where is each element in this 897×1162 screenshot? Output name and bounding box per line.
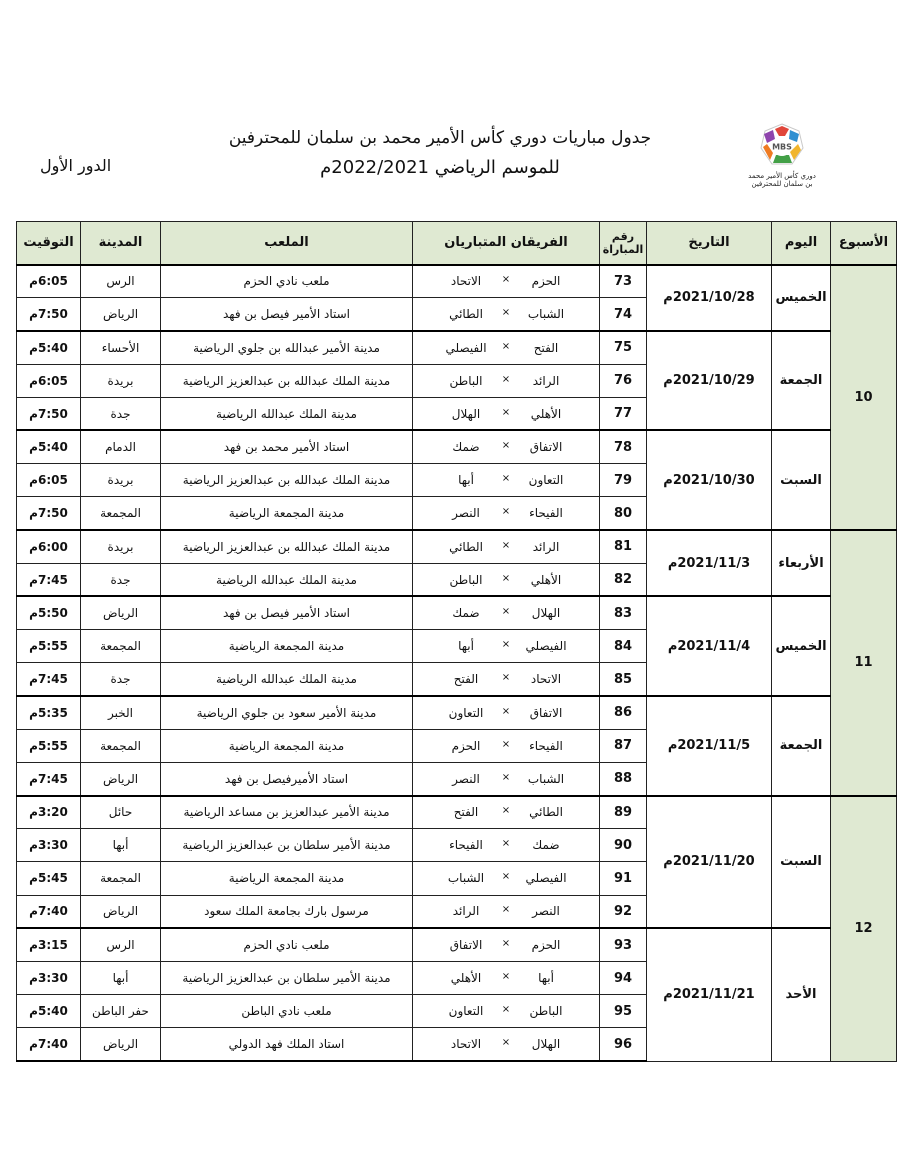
vs-separator: × <box>501 639 511 651</box>
match-date: 2021/11/3م <box>647 530 772 596</box>
match-date: 2021/10/29م <box>647 331 772 431</box>
teams-pair <box>413 772 599 786</box>
match-stadium: استاد الأمير فيصل بن فهد <box>161 298 413 331</box>
match-number: 96 <box>600 1028 647 1061</box>
away-team: الباطن <box>449 373 483 388</box>
match-number: 77 <box>600 397 647 430</box>
match-stadium: مدينة الأمير عبدالله بن جلوي الرياضية <box>161 331 413 364</box>
away-team: أبها <box>458 639 474 654</box>
home-team: الفيحاء <box>529 738 563 753</box>
home-team: الاتحاد <box>530 672 562 687</box>
match-time <box>17 430 81 463</box>
match-teams <box>413 961 600 994</box>
match-day: الجمعة <box>772 331 831 431</box>
teams-pair <box>413 871 599 885</box>
match-day: السبت <box>772 796 831 929</box>
match-stadium: استاد الأمير محمد بن فهد <box>161 430 413 463</box>
col-teams-header: الفريقان المتباريان <box>413 222 600 265</box>
match-stadium: مدينة المجمعة الرياضية <box>161 729 413 762</box>
match-teams <box>413 331 600 364</box>
match-teams <box>413 397 600 430</box>
vs-separator: × <box>501 771 511 783</box>
match-city: جدة <box>81 563 161 596</box>
vs-separator: × <box>501 805 511 817</box>
teams-pair <box>413 274 599 288</box>
match-time-value: 7:50م <box>29 506 68 521</box>
match-city: الرس <box>81 928 161 961</box>
away-team: الشباب <box>447 871 485 886</box>
away-team: الاتحاد <box>450 1037 482 1052</box>
teams-pair <box>413 506 599 520</box>
match-time-value: 5:50م <box>29 606 68 621</box>
table-row <box>17 928 897 961</box>
away-team: التعاون <box>448 705 484 720</box>
teams-pair <box>413 639 599 653</box>
match-time-value: 7:50م <box>29 406 68 421</box>
match-date: 2021/11/21م <box>647 928 772 1061</box>
match-time-value: 5:55م <box>29 639 68 654</box>
table-row <box>17 530 897 563</box>
match-day: السبت <box>772 430 831 530</box>
match-stadium: مدينة المجمعة الرياضية <box>161 497 413 530</box>
match-teams <box>413 663 600 696</box>
match-teams <box>413 630 600 663</box>
teams-pair <box>413 706 599 720</box>
match-time <box>17 663 81 696</box>
match-stadium: ملعب نادي الباطن <box>161 995 413 1028</box>
vs-separator: × <box>501 506 511 518</box>
col-day-header: اليوم <box>772 222 831 265</box>
table-row <box>17 796 897 829</box>
match-teams <box>413 497 600 530</box>
home-team: التعاون <box>528 473 564 488</box>
table-row <box>17 696 897 729</box>
vs-separator: × <box>501 672 511 684</box>
match-stadium: مدينة الملك عبدالله بن عبدالعزيز الرياضية <box>161 530 413 563</box>
match-stadium: استاد الملك فهد الدولي <box>161 1028 413 1061</box>
teams-pair <box>413 440 599 454</box>
match-time <box>17 895 81 928</box>
vs-separator: × <box>501 1004 511 1016</box>
match-city: بريدة <box>81 464 161 497</box>
match-city: المجمعة <box>81 630 161 663</box>
match-city: بريدة <box>81 530 161 563</box>
match-day: الخميس <box>772 265 831 331</box>
match-number: 86 <box>600 696 647 729</box>
vs-separator: × <box>501 373 511 385</box>
match-time <box>17 862 81 895</box>
match-number: 80 <box>600 497 647 530</box>
match-teams <box>413 928 600 961</box>
away-team: الفيصلي <box>445 340 487 355</box>
match-city: بريدة <box>81 364 161 397</box>
home-team: الشباب <box>527 771 565 786</box>
match-number: 85 <box>600 663 647 696</box>
match-teams <box>413 729 600 762</box>
match-date: 2021/11/4م <box>647 596 772 696</box>
match-time-value: 7:50م <box>29 307 68 322</box>
match-stadium: مدينة المجمعة الرياضية <box>161 862 413 895</box>
away-team: الهلال <box>451 406 481 421</box>
home-team: الفيصلي <box>525 639 567 654</box>
match-teams <box>413 596 600 629</box>
match-time <box>17 563 81 596</box>
match-teams <box>413 696 600 729</box>
vs-separator: × <box>501 738 511 750</box>
vs-separator: × <box>501 340 511 352</box>
vs-separator: × <box>501 440 511 452</box>
home-team: الحزم <box>531 274 561 289</box>
match-number: 81 <box>600 530 647 563</box>
match-time <box>17 397 81 430</box>
table-row <box>17 331 897 364</box>
match-time-value: 7:45م <box>29 572 68 587</box>
page-title: جدول مباريات دوري كأس الأمير محمد بن سلمان للمحترفين <box>228 128 652 148</box>
match-number: 84 <box>600 630 647 663</box>
away-team: الباطن <box>449 572 483 587</box>
match-day: الخميس <box>772 596 831 696</box>
table-row <box>17 265 897 298</box>
match-stadium: مدينة الملك عبدالله بن عبدالعزيز الرياضية <box>161 464 413 497</box>
match-number: 79 <box>600 464 647 497</box>
match-teams <box>413 464 600 497</box>
match-number: 76 <box>600 364 647 397</box>
match-teams <box>413 563 600 596</box>
match-teams <box>413 796 600 829</box>
match-city: جدة <box>81 397 161 430</box>
match-city: حائل <box>81 796 161 829</box>
match-teams <box>413 364 600 397</box>
match-city: جدة <box>81 663 161 696</box>
mbs-logo-icon <box>759 122 805 168</box>
match-time <box>17 796 81 829</box>
away-team: ضمك <box>452 440 480 455</box>
home-team: الفتح <box>533 340 559 355</box>
match-time-value: 6:05م <box>29 373 68 388</box>
away-team: الأهلي <box>450 971 482 986</box>
match-city: الرياض <box>81 1028 161 1061</box>
home-team: الطائي <box>529 805 563 820</box>
match-time-value: 3:30م <box>29 838 68 853</box>
match-time <box>17 464 81 497</box>
match-city: المجمعة <box>81 497 161 530</box>
match-time <box>17 331 81 364</box>
col-city-header: المدينة <box>81 222 161 265</box>
match-number: 73 <box>600 265 647 298</box>
match-teams <box>413 895 600 928</box>
vs-separator: × <box>501 406 511 418</box>
teams-pair <box>413 1004 599 1018</box>
match-time <box>17 1028 81 1061</box>
match-city: الرياض <box>81 596 161 629</box>
table-row <box>17 596 897 629</box>
match-time <box>17 829 81 862</box>
away-team: الطائي <box>449 539 483 554</box>
away-team: الاتفاق <box>449 938 483 953</box>
match-time <box>17 928 81 961</box>
match-time-value: 3:15م <box>29 938 68 953</box>
match-time-value: 5:55م <box>29 738 68 753</box>
fixtures-body <box>17 265 897 1062</box>
match-time-value: 6:05م <box>29 473 68 488</box>
home-team: الأهلي <box>530 406 562 421</box>
home-team: الفيصلي <box>525 871 567 886</box>
match-stadium: ملعب نادي الحزم <box>161 928 413 961</box>
teams-pair <box>413 904 599 918</box>
away-team: ضمك <box>452 606 480 621</box>
match-date: 2021/11/5م <box>647 696 772 796</box>
col-date-header: التاريخ <box>647 222 772 265</box>
season-subtitle: للموسم الرياضي 2022/2021م <box>320 157 560 178</box>
league-logo <box>748 122 816 188</box>
col-time-header: التوقيت <box>17 222 81 265</box>
teams-pair <box>413 573 599 587</box>
match-stadium: ملعب نادي الحزم <box>161 265 413 298</box>
teams-pair <box>413 1037 599 1051</box>
teams-pair <box>413 307 599 321</box>
match-time <box>17 995 81 1028</box>
match-city: حفر الباطن <box>81 995 161 1028</box>
away-team: النصر <box>452 771 480 786</box>
teams-pair <box>413 838 599 852</box>
match-time <box>17 364 81 397</box>
away-team: الفتح <box>453 805 479 820</box>
match-day: الأحد <box>772 928 831 1061</box>
match-time <box>17 729 81 762</box>
match-time <box>17 961 81 994</box>
vs-separator: × <box>501 572 511 584</box>
match-city: الرس <box>81 265 161 298</box>
vs-separator: × <box>501 838 511 850</box>
away-team: الفتح <box>453 672 479 687</box>
match-teams <box>413 530 600 563</box>
logo-text: دوري كأس الأمير محمد بن سلمان للمحترفين <box>748 172 816 188</box>
match-city: الرياض <box>81 762 161 795</box>
match-stadium: مدينة الأمير سلطان بن عبدالعزيز الرياضية <box>161 961 413 994</box>
match-time-value: 7:40م <box>29 1037 68 1052</box>
match-stadium: مرسول بارك بجامعة الملك سعود <box>161 895 413 928</box>
vs-separator: × <box>501 606 511 618</box>
teams-pair <box>413 374 599 388</box>
match-time-value: 5:40م <box>29 440 68 455</box>
fixtures-table <box>16 221 897 1062</box>
match-teams <box>413 829 600 862</box>
match-teams <box>413 265 600 298</box>
match-stadium: مدينة الملك عبدالله الرياضية <box>161 563 413 596</box>
home-team: الباطن <box>529 1004 563 1019</box>
match-number: 82 <box>600 563 647 596</box>
away-team: الطائي <box>449 307 483 322</box>
teams-pair <box>413 473 599 487</box>
match-stadium: مدينة الملك عبدالله الرياضية <box>161 663 413 696</box>
teams-pair <box>413 606 599 620</box>
teams-pair <box>413 971 599 985</box>
match-city: الدمام <box>81 430 161 463</box>
match-number: 95 <box>600 995 647 1028</box>
vs-separator: × <box>501 539 511 551</box>
match-stadium: مدينة الملك عبدالله الرياضية <box>161 397 413 430</box>
match-number: 88 <box>600 762 647 795</box>
match-time-value: 7:45م <box>29 771 68 786</box>
match-teams <box>413 430 600 463</box>
match-day: الجمعة <box>772 696 831 796</box>
teams-pair <box>413 407 599 421</box>
teams-pair <box>413 805 599 819</box>
col-match-number-header: رقم المباراة <box>600 222 647 265</box>
col-week-header: الأسبوع <box>831 222 897 265</box>
match-city: الرياض <box>81 895 161 928</box>
match-city: المجمعة <box>81 862 161 895</box>
vs-separator: × <box>501 473 511 485</box>
week-number: 12 <box>831 796 897 1062</box>
vs-separator: × <box>501 705 511 717</box>
week-number: 11 <box>831 530 897 796</box>
match-teams <box>413 298 600 331</box>
match-number: 91 <box>600 862 647 895</box>
match-time <box>17 497 81 530</box>
table-header-row <box>17 222 897 265</box>
match-city: أبها <box>81 961 161 994</box>
round-label: الدور الأول <box>40 156 112 175</box>
home-team: الاتفاق <box>529 705 563 720</box>
teams-pair <box>413 341 599 355</box>
match-city: الخبر <box>81 696 161 729</box>
vs-separator: × <box>501 871 511 883</box>
home-team: الاتفاق <box>529 440 563 455</box>
match-number: 74 <box>600 298 647 331</box>
match-time-value: 7:40م <box>29 904 68 919</box>
vs-separator: × <box>501 307 511 319</box>
match-time <box>17 630 81 663</box>
match-city: أبها <box>81 829 161 862</box>
match-stadium: مدينة الأمير سلطان بن عبدالعزيز الرياضية <box>161 829 413 862</box>
home-team: الهلال <box>531 606 561 621</box>
match-time-value: 5:40م <box>29 1004 68 1019</box>
match-stadium: مدينة الأمير سعود بن جلوي الرياضية <box>161 696 413 729</box>
match-number: 94 <box>600 961 647 994</box>
match-time <box>17 298 81 331</box>
match-time-value: 5:35م <box>29 705 68 720</box>
away-team: الرائد <box>452 904 480 919</box>
match-stadium: مدينة الملك عبدالله بن عبدالعزيز الرياضية <box>161 364 413 397</box>
match-teams <box>413 1028 600 1061</box>
home-team: الرائد <box>532 373 560 388</box>
match-date: 2021/10/30م <box>647 430 772 530</box>
match-stadium: استاد الأميرفيصل بن فهد <box>161 762 413 795</box>
vs-separator: × <box>501 971 511 983</box>
match-number: 83 <box>600 596 647 629</box>
match-teams <box>413 862 600 895</box>
match-city: الأحساء <box>81 331 161 364</box>
teams-pair <box>413 938 599 952</box>
vs-separator: × <box>501 274 511 286</box>
match-number: 75 <box>600 331 647 364</box>
match-time-value: 6:05م <box>29 274 68 289</box>
home-team: الرائد <box>532 539 560 554</box>
home-team: الحزم <box>531 938 561 953</box>
match-time-value: 5:45م <box>29 871 68 886</box>
match-number: 87 <box>600 729 647 762</box>
match-teams <box>413 762 600 795</box>
match-date: 2021/10/28م <box>647 265 772 331</box>
vs-separator: × <box>501 938 511 950</box>
match-time-value: 3:30م <box>29 971 68 986</box>
match-city: المجمعة <box>81 729 161 762</box>
match-time <box>17 762 81 795</box>
match-time-value: 6:00م <box>29 539 68 554</box>
match-time-value: 5:40م <box>29 340 68 355</box>
match-time <box>17 696 81 729</box>
away-team: الاتحاد <box>450 274 482 289</box>
match-time <box>17 265 81 298</box>
away-team: الفيحاء <box>449 838 483 853</box>
match-time <box>17 530 81 563</box>
match-number: 93 <box>600 928 647 961</box>
home-team: الهلال <box>531 1037 561 1052</box>
teams-pair <box>413 540 599 554</box>
home-team: الشباب <box>527 307 565 322</box>
home-team: النصر <box>532 904 560 919</box>
home-team: ضمك <box>532 838 560 853</box>
away-team: أبها <box>458 473 474 488</box>
home-team: الفيحاء <box>529 506 563 521</box>
match-time-value: 3:20م <box>29 805 68 820</box>
match-number: 92 <box>600 895 647 928</box>
table-row <box>17 430 897 463</box>
teams-pair <box>413 739 599 753</box>
home-team: أبها <box>538 971 554 986</box>
match-day: الأربعاء <box>772 530 831 596</box>
away-team: النصر <box>452 506 480 521</box>
week-number: 10 <box>831 265 897 531</box>
match-city: الرياض <box>81 298 161 331</box>
match-stadium: مدينة المجمعة الرياضية <box>161 630 413 663</box>
match-number: 89 <box>600 796 647 829</box>
match-time-value: 7:45م <box>29 672 68 687</box>
away-team: الحزم <box>451 738 481 753</box>
logo-mark-text: MBS <box>772 142 792 152</box>
away-team: التعاون <box>448 1004 484 1019</box>
home-team: الأهلي <box>530 572 562 587</box>
match-number: 90 <box>600 829 647 862</box>
match-time <box>17 596 81 629</box>
teams-pair <box>413 672 599 686</box>
vs-separator: × <box>501 1037 511 1049</box>
match-stadium: استاد الأمير فيصل بن فهد <box>161 596 413 629</box>
match-teams <box>413 995 600 1028</box>
match-stadium: مدينة الأمير عبدالعزيز بن مساعد الرياضية <box>161 796 413 829</box>
match-date: 2021/11/20م <box>647 796 772 929</box>
vs-separator: × <box>501 904 511 916</box>
match-number: 78 <box>600 430 647 463</box>
col-stadium-header: الملعب <box>161 222 413 265</box>
